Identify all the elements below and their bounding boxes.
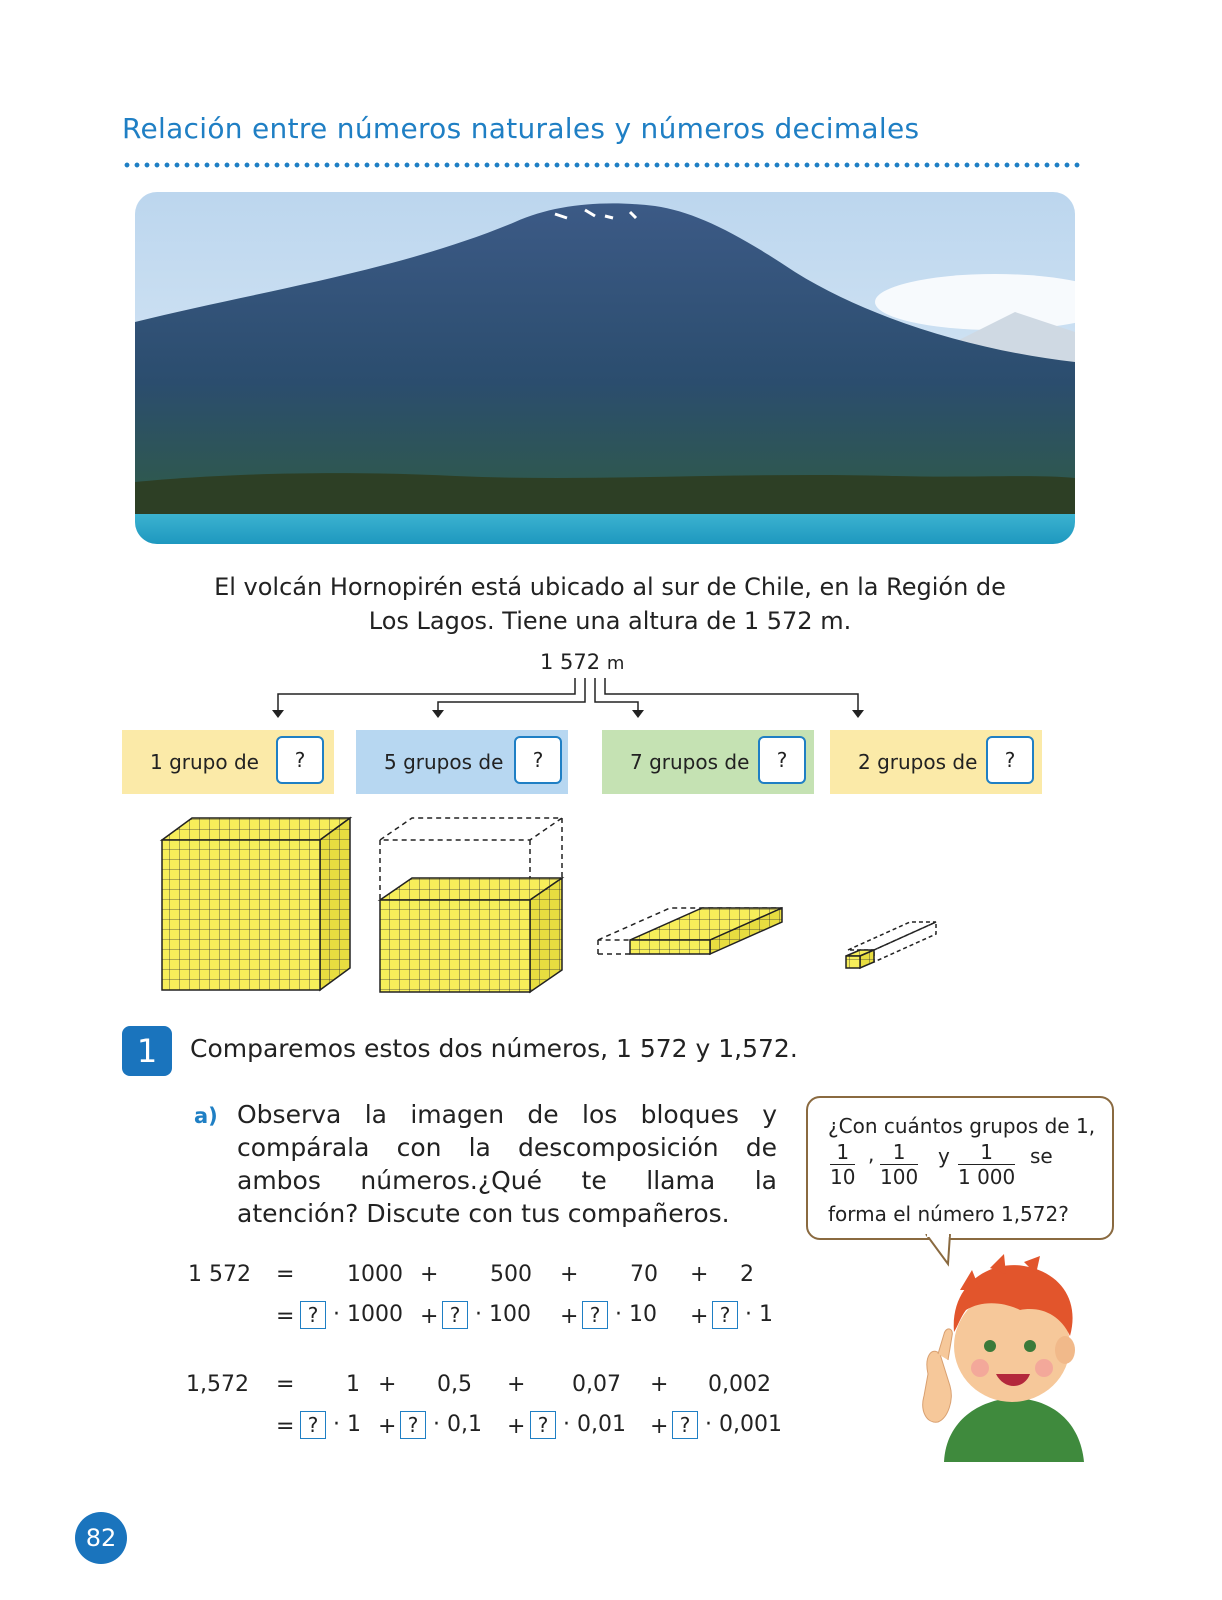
answer-box[interactable]: ? [986, 736, 1034, 784]
eq2-plus: + [507, 1414, 526, 1439]
volcano-photo [135, 192, 1075, 544]
part-a-label: a) [194, 1104, 218, 1128]
bubble-se: se [1030, 1144, 1053, 1168]
eq2-term: 0,5 [437, 1372, 472, 1397]
answer-box[interactable]: ? [672, 1411, 698, 1439]
eq1-product-1 [300, 1301, 403, 1329]
eq1-product-3 [582, 1301, 657, 1329]
answer-box[interactable]: ? [582, 1301, 608, 1329]
answer-box[interactable]: ? [442, 1301, 468, 1329]
dotted-divider [122, 162, 1082, 168]
multiply-dot: · [333, 1302, 340, 1327]
fraction-hundredth: $\frac{1}{100}$ [880, 1140, 919, 1189]
eq1-plus: + [690, 1262, 709, 1287]
answer-box[interactable]: ? [400, 1411, 426, 1439]
eq1-term: 70 [630, 1262, 658, 1287]
part-a-text: Observa la imagen de los bloques y compárala con la descomposición de ambos números.¿Qué te llama la atención? Discute con tus compañeros. [237, 1100, 777, 1228]
section-title: Relación entre números naturales y números decimales [122, 112, 920, 145]
eq2-product-3 [530, 1411, 626, 1439]
factor: 1 [347, 1412, 361, 1437]
caption-line-1: El volcán Hornopirén está ubicado al sur de Chile, en la Región de [214, 573, 1006, 601]
answer-box[interactable]: ? [530, 1411, 556, 1439]
thousand-cube [162, 818, 350, 990]
hundreds-block [380, 818, 562, 992]
answer-box[interactable]: ? [300, 1411, 326, 1439]
factor: 0,001 [719, 1412, 782, 1437]
bubble-line-3: forma el número 1,572? [828, 1202, 1069, 1226]
number-value: 1 572 [540, 650, 601, 674]
eq1-product-4 [712, 1301, 773, 1329]
group-label: 2 grupos de [858, 750, 978, 774]
fraction-tenth: $\frac{1}{10}$ [830, 1140, 856, 1189]
eq1-term: 2 [740, 1262, 754, 1287]
group-label: 1 grupo de [150, 750, 259, 774]
exercise-statement: Comparemos estos dos números, 1 572 y 1,572. [190, 1034, 798, 1063]
eq1-plus: + [420, 1304, 439, 1329]
multiply-dot: · [433, 1412, 440, 1437]
eq2-term: 1 [346, 1372, 360, 1397]
group-label: 7 grupos de [630, 750, 750, 774]
answer-box[interactable]: ? [758, 736, 806, 784]
eq1-plus: + [690, 1304, 709, 1329]
eq2-plus: + [378, 1372, 397, 1397]
answer-box[interactable]: ? [276, 736, 324, 784]
eq2-plus: + [650, 1372, 669, 1397]
group-box-units [830, 730, 1042, 794]
multiply-dot: · [705, 1412, 712, 1437]
multiply-dot: · [333, 1412, 340, 1437]
eq2-product-4 [672, 1411, 782, 1439]
eq1-plus: + [560, 1304, 579, 1329]
factor: 0,01 [577, 1412, 626, 1437]
eq1-product-2 [442, 1301, 531, 1329]
eq1-equals-2: = [276, 1304, 295, 1329]
page-number: 82 [75, 1512, 127, 1564]
group-box-tens [602, 730, 814, 794]
child-illustration [920, 1250, 1100, 1470]
answer-box[interactable]: ? [712, 1301, 738, 1329]
caption-line-2: Los Lagos. Tiene una altura de 1 572 m. [368, 607, 852, 635]
bubble-line-1: ¿Con cuántos grupos de 1, [828, 1114, 1096, 1138]
factor: 10 [629, 1302, 657, 1327]
eq2-term: 0,07 [572, 1372, 621, 1397]
speech-bubble [806, 1096, 1114, 1240]
group-box-hundreds [356, 730, 568, 794]
eq1-left: 1 572 [188, 1262, 251, 1287]
eq1-plus: + [560, 1262, 579, 1287]
group-label: 5 grupos de [384, 750, 504, 774]
factor: 1 [759, 1302, 773, 1327]
tens-block [598, 908, 782, 954]
multiply-dot: · [745, 1302, 752, 1327]
multiply-dot: · [615, 1302, 622, 1327]
factor: 0,1 [447, 1412, 482, 1437]
eq1-term: 500 [490, 1262, 532, 1287]
photo-caption [180, 570, 1040, 638]
eq2-left: 1,572 [186, 1372, 249, 1397]
fraction-thousandth: $\frac{1}{1 000}$ [958, 1140, 1016, 1189]
eq2-term: 0,002 [708, 1372, 771, 1397]
unit-block [846, 922, 936, 968]
multiply-dot: · [563, 1412, 570, 1437]
eq2-plus: + [378, 1414, 397, 1439]
digit-arrows [260, 672, 910, 722]
bubble-comma: , [868, 1142, 875, 1166]
exercise-number-badge: 1 [122, 1026, 172, 1076]
answer-box[interactable]: ? [514, 736, 562, 784]
eq1-equals: = [276, 1262, 295, 1287]
eq2-product-1 [300, 1411, 361, 1439]
eq2-plus: + [650, 1414, 669, 1439]
eq2-equals-2: = [276, 1414, 295, 1439]
factor: 100 [489, 1302, 531, 1327]
eq1-plus: + [420, 1262, 439, 1287]
eq2-product-2 [400, 1411, 482, 1439]
number-unit: m [606, 653, 625, 674]
multiply-dot: · [475, 1302, 482, 1327]
eq2-plus: + [507, 1372, 526, 1397]
answer-box[interactable]: ? [300, 1301, 326, 1329]
eq2-equals: = [276, 1372, 295, 1397]
base-ten-blocks [150, 810, 970, 1000]
eq1-term: 1000 [347, 1262, 403, 1287]
group-box-thousands [122, 730, 334, 794]
decomposed-number [540, 650, 624, 674]
factor: 1000 [347, 1302, 403, 1327]
bubble-and: y [938, 1144, 950, 1168]
